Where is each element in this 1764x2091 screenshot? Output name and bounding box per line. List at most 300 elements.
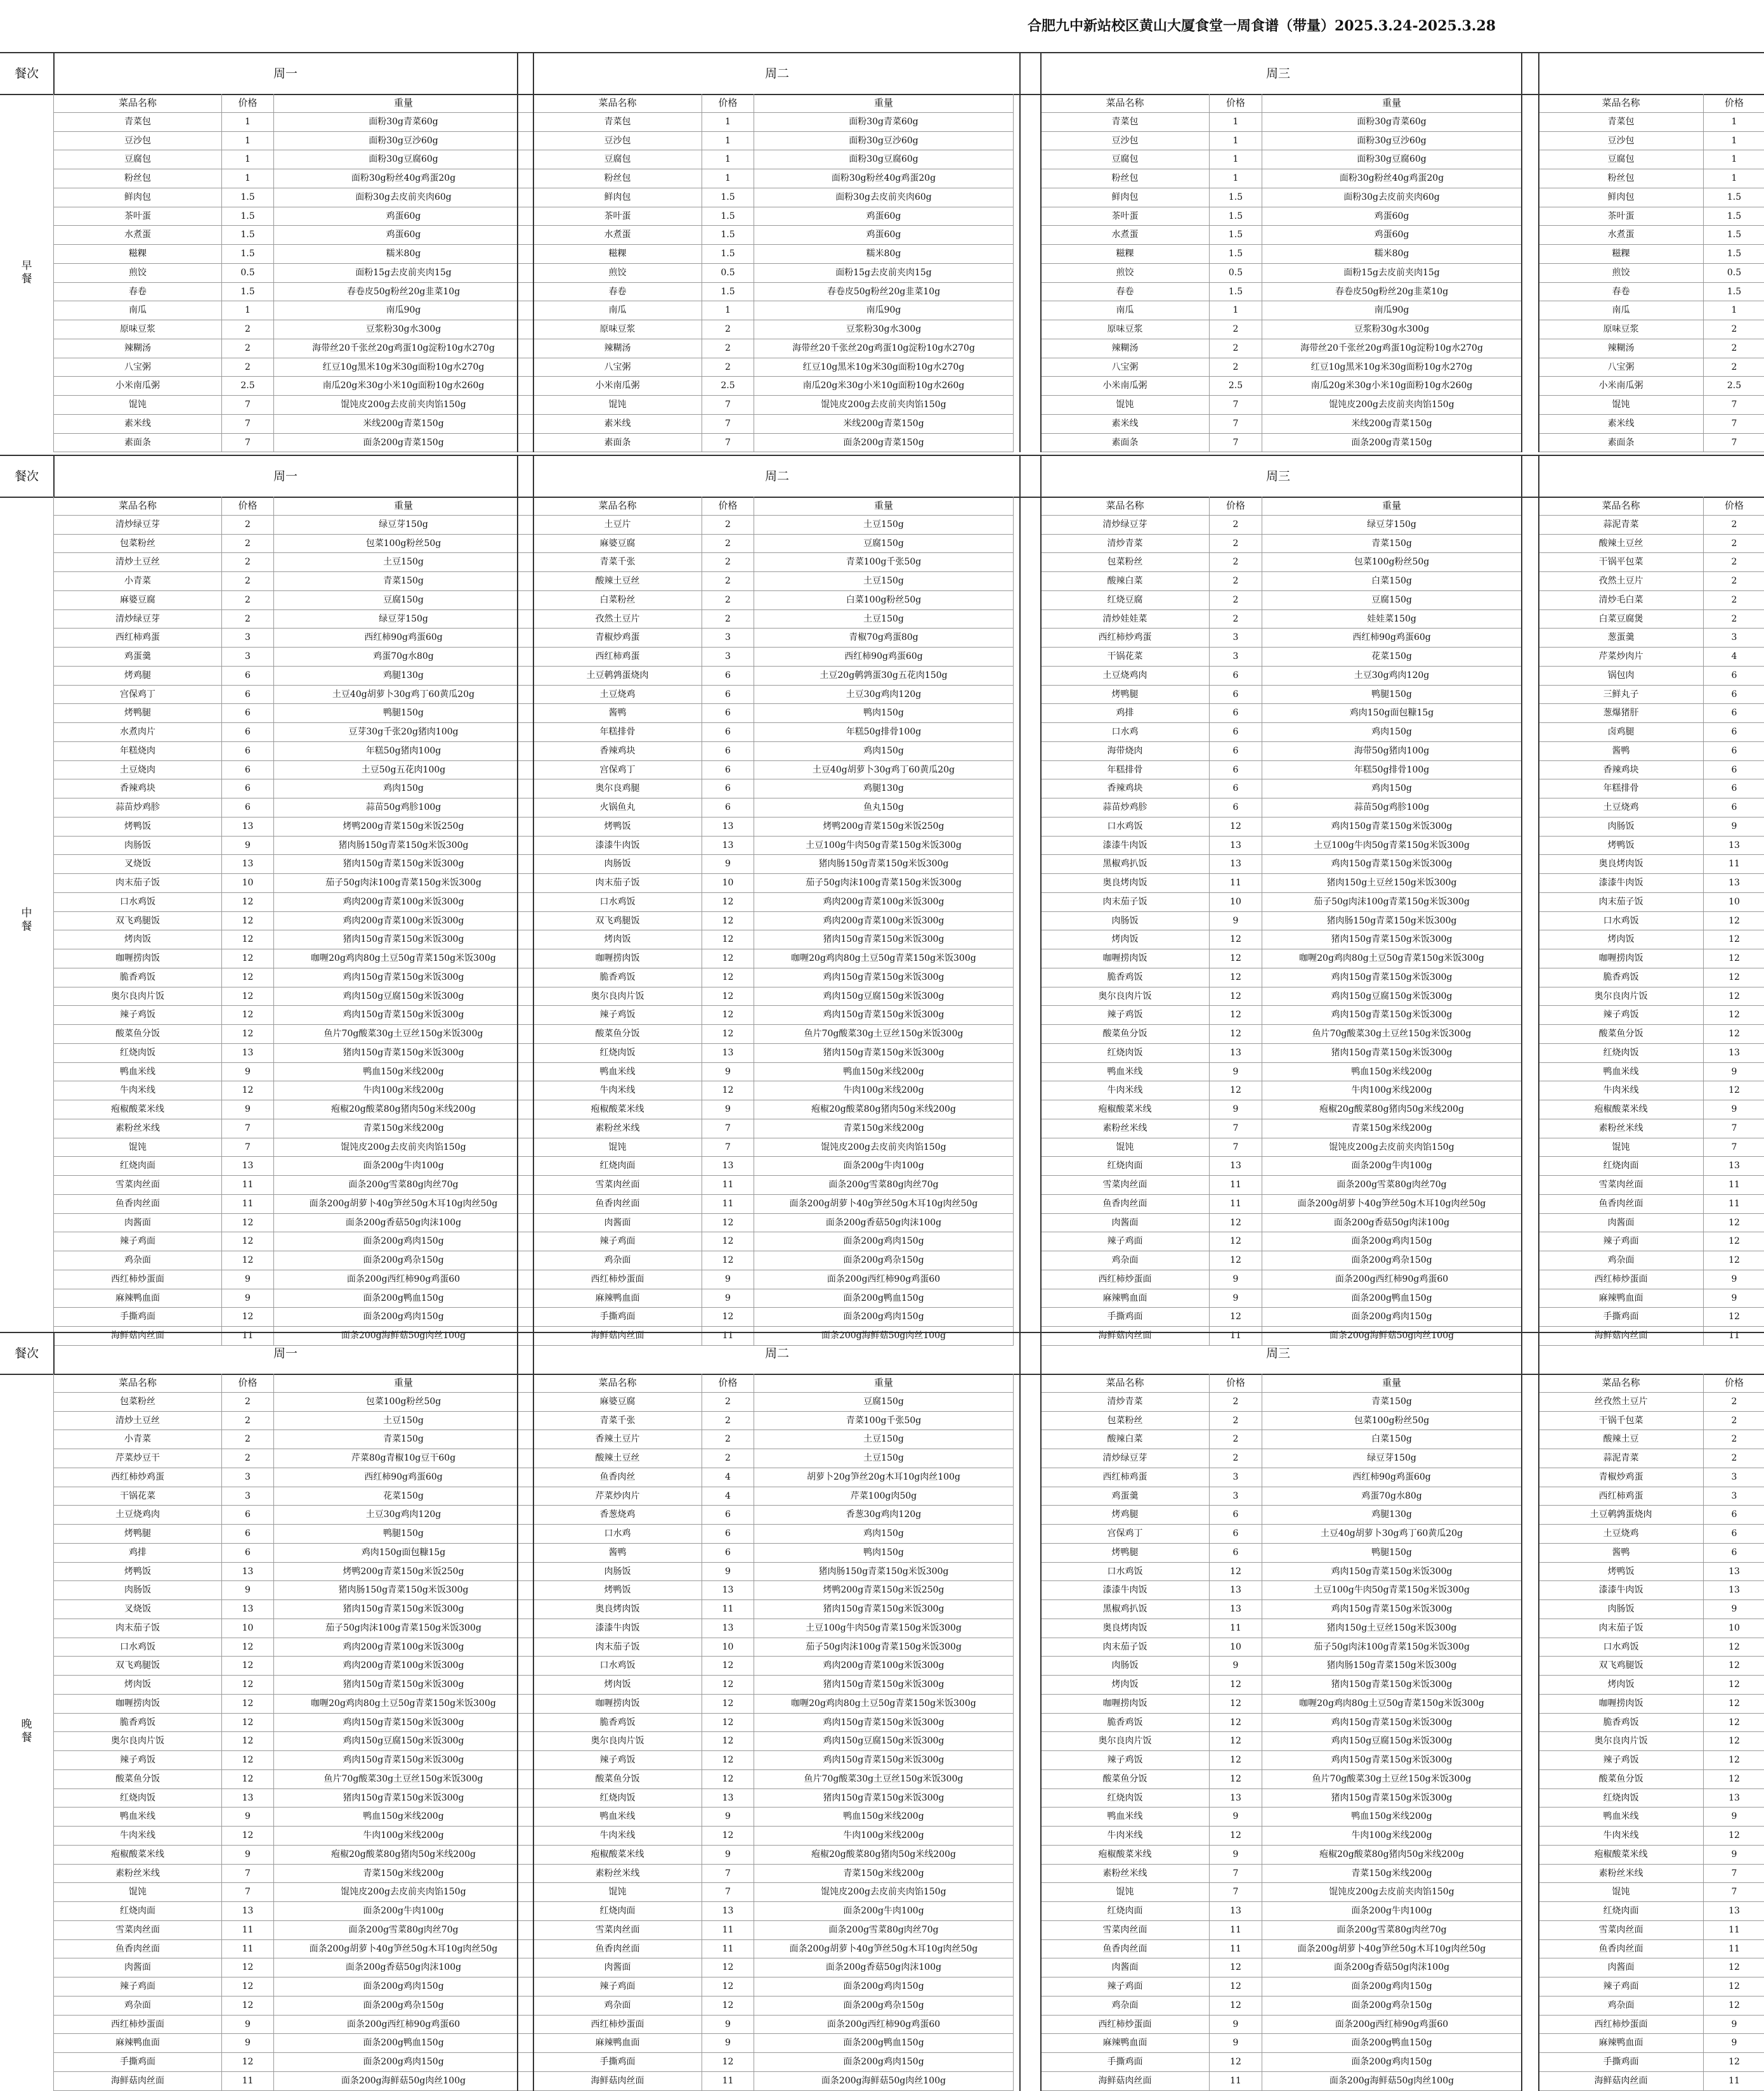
dish-name: 牛肉米线 — [1539, 1827, 1704, 1845]
dish-name: 素粉丝米线 — [1539, 1119, 1704, 1138]
dish-name: 鸭血米线 — [1041, 1808, 1210, 1826]
dish-name: 酸辣白菜 — [1041, 572, 1210, 590]
menu-row — [533, 1846, 1014, 1865]
menu-row — [1539, 1808, 1764, 1827]
day-table-2 — [533, 1374, 1014, 2091]
dish-name: 馄饨 — [54, 396, 222, 414]
menu-row — [1539, 1789, 1764, 1808]
menu-row — [54, 339, 533, 358]
dish-weight: 猪肉肠150g青菜150g米饭300g — [754, 1563, 1014, 1581]
menu-row — [1041, 1506, 1522, 1525]
dish-name: 鸡杂面 — [1041, 1251, 1210, 1270]
menu-row — [1041, 1308, 1522, 1327]
dish-name: 鱼香肉丝面 — [54, 1195, 222, 1213]
menu-row — [54, 1393, 533, 1412]
dish-name: 茶叶蛋 — [1539, 207, 1704, 226]
menu-row — [1539, 1997, 1764, 2016]
dish-price: 2 — [1210, 1412, 1262, 1430]
dish-weight: 牛肉100g米线200g — [754, 1081, 1014, 1100]
dish-price: 12 — [222, 1751, 274, 1769]
dish-price: 12 — [702, 1232, 754, 1251]
dish-weight: 面条200g海鲜菇50g肉丝100g — [754, 1327, 1014, 1345]
dish-price: 12 — [222, 1081, 274, 1100]
dish-name: 口水鸡饭 — [1539, 912, 1704, 930]
dish-weight: 娃娃菜150g — [1262, 610, 1522, 629]
dish-name: 烤鸭腿 — [1041, 686, 1210, 704]
dish-price: 9 — [1210, 2016, 1262, 2034]
menu-row — [533, 1940, 1014, 1959]
dish-name: 馄饨 — [1041, 1883, 1210, 1901]
dish-weight: 面条200g胡萝卜40g笋丝50g木耳10g肉丝50g — [754, 1195, 1014, 1213]
header-divider — [1019, 1333, 1021, 1374]
dish-price: 12 — [222, 1214, 274, 1232]
column-header-row — [54, 1374, 533, 1393]
dish-price: 3 — [1210, 648, 1262, 666]
dish-weight: 面粉30g豆沙60g — [1262, 132, 1522, 150]
dish-weight: 咖喱20g鸡肉80g土豆50g青菜150g米饭300g — [274, 1695, 533, 1713]
dish-price: 12 — [1210, 1251, 1262, 1270]
dish-name: 包菜粉丝 — [1041, 553, 1210, 571]
dish-price: 6 — [702, 704, 754, 722]
dish-price: 1 — [1731, 305, 1737, 316]
dish-name: 手撕鸡面 — [533, 1308, 702, 1326]
dish-weight: 猪肉150g青菜150g米饭300g — [274, 930, 533, 949]
dish-name: 西红柿鸡蛋 — [54, 629, 222, 647]
menu-row — [1539, 1977, 1764, 1997]
dish-name: 手撕鸡面 — [54, 2053, 222, 2071]
dish-weight: 面条200g鸡肉150g — [754, 1977, 1014, 1996]
dish-weight: 面条200g雪菜80g肉丝70g — [274, 1176, 533, 1194]
dish-name: 疱椒酸菜米线 — [1539, 1846, 1704, 1864]
dish-weight: 土豆150g — [274, 1412, 533, 1430]
dish-price: 7 — [1731, 1868, 1737, 1879]
menu-row — [1041, 283, 1522, 302]
menu-row — [533, 1176, 1014, 1195]
dish-price: 12 — [702, 2053, 754, 2071]
menu-row — [533, 377, 1014, 396]
menu-row — [533, 188, 1014, 207]
dish-weight: 面条200g鸡杂150g — [754, 1997, 1014, 2015]
dish-price: 6 — [1210, 779, 1262, 798]
dish-weight: 绿豆芽150g — [1262, 516, 1522, 534]
dish-weight: 面条200g鸭血150g — [274, 1289, 533, 1308]
dish-price: 11 — [1728, 1198, 1740, 1209]
dish-name: 茶叶蛋 — [533, 207, 702, 226]
dish-price: 7 — [222, 396, 274, 414]
dish-name: 豆沙包 — [1041, 132, 1210, 150]
menu-row — [1539, 761, 1764, 780]
dish-name: 水煮蛋 — [1539, 226, 1704, 244]
dish-price: 1 — [222, 150, 274, 169]
day-label-1: 周一 — [273, 469, 297, 483]
dish-price: 9 — [1731, 1811, 1737, 1822]
dish-name: 鲜肉包 — [54, 188, 222, 207]
dish-weight: 豆腐150g — [754, 1393, 1014, 1411]
dish-name: 小米南瓜粥 — [1041, 377, 1210, 395]
dish-weight: 海带丝20千张丝20g鸡蛋10g淀粉10g水270g — [274, 339, 533, 358]
menu-row — [1539, 1751, 1764, 1770]
menu-row — [1041, 1563, 1522, 1582]
dish-weight: 面条200g青菜150g — [754, 434, 1014, 452]
dish-price: 11 — [702, 2072, 754, 2090]
dish-price: 0.5 — [1210, 264, 1262, 282]
dish-price: 3 — [702, 629, 754, 647]
dish-weight: 面条200g雪菜80g肉丝70g — [754, 1921, 1014, 1939]
menu-row — [1539, 264, 1764, 283]
menu-row — [54, 1770, 533, 1789]
dish-name: 鱼香肉丝面 — [1539, 1940, 1704, 1958]
dish-name: 肉肠饭 — [1041, 1657, 1210, 1675]
dish-price: 6 — [1731, 802, 1737, 812]
dish-name: 鸡杂面 — [533, 1251, 702, 1270]
dish-price: 7 — [1210, 434, 1262, 452]
dish-name: 奥尔良肉片饭 — [1041, 1732, 1210, 1750]
menu-row — [533, 1138, 1014, 1157]
dish-name: 馄饨 — [1041, 396, 1210, 414]
menu-row — [1041, 226, 1522, 245]
dish-weight: 青菜150g米线200g — [1262, 1119, 1522, 1138]
dish-price: 2 — [1731, 342, 1737, 353]
menu-row — [1041, 912, 1522, 931]
dish-weight: 茄子50g肉沫100g青菜150g米饭300g — [274, 1619, 533, 1638]
menu-row — [1041, 1544, 1522, 1563]
meal-name: 晚餐 — [21, 1718, 32, 1745]
dish-name: 牛肉米线 — [1041, 1081, 1210, 1100]
dish-name: 红烧肉饭 — [1539, 1044, 1704, 1062]
dish-price: 7 — [702, 396, 754, 414]
dish-price: 9 — [222, 1270, 274, 1289]
dish-price: 2 — [222, 1393, 274, 1411]
dish-weight: 猪肉150g土豆丝150g米饭300g — [1262, 874, 1522, 892]
dish-name: 清炒绿豆芽 — [1041, 1449, 1210, 1468]
dish-weight: 咖喱20g鸡肉80g土豆50g青菜150g米饭300g — [1262, 949, 1522, 968]
dish-price: 13 — [222, 1157, 274, 1175]
meal-name: 早餐 — [21, 259, 32, 285]
dish-price: 12 — [702, 1751, 754, 1769]
dish-weight: 青菜150g — [274, 1430, 533, 1449]
dish-name: 口水鸡饭 — [54, 893, 222, 911]
dish-price: 1 — [1210, 169, 1262, 188]
header-divider — [517, 53, 518, 94]
column-header-row — [533, 94, 1014, 113]
dish-price: 1.5 — [222, 188, 274, 207]
dish-name: 辣子鸡面 — [533, 1232, 702, 1251]
meal-header-row — [0, 1332, 1764, 1375]
dish-name: 香辣土豆片 — [533, 1430, 702, 1449]
dish-name: 粉丝包 — [1041, 169, 1210, 188]
dish-weight: 烤鸭200g青菜150g米饭250g — [274, 1563, 533, 1581]
dish-weight: 豆芽30g千张20g猪肉100g — [274, 723, 533, 741]
col-header-price: 价格 — [702, 1374, 754, 1392]
menu-row — [1539, 798, 1764, 818]
day-separator — [1019, 497, 1042, 1346]
dish-name: 麻辣鸭血面 — [533, 2034, 702, 2052]
dish-weight: 鸡肉150g青菜150g米饭300g — [1262, 818, 1522, 836]
dish-price: 7 — [702, 1883, 754, 1901]
meal-col-label: 餐次 — [14, 67, 39, 81]
dish-price: 13 — [702, 1044, 754, 1062]
menu-row — [54, 667, 533, 686]
dish-price: 9 — [1731, 2019, 1737, 2029]
dish-name: 鸭血米线 — [1041, 1063, 1210, 1081]
dish-name: 脆香鸡饭 — [54, 1714, 222, 1732]
dish-name: 咖喱捞肉饭 — [533, 1695, 702, 1713]
col-header-dish: 菜品名称 — [533, 497, 702, 515]
menu-row — [1539, 169, 1764, 188]
dish-weight: 鸡肉150g青菜150g米饭300g — [274, 968, 533, 987]
menu-row — [1539, 226, 1764, 245]
column-header-row — [533, 497, 1014, 516]
menu-row — [1041, 1270, 1522, 1289]
dish-weight: 面条200g西红柿90g鸡蛋60 — [1262, 2016, 1522, 2034]
dish-name: 素米线 — [1041, 415, 1210, 433]
dish-price: 6 — [1210, 1544, 1262, 1562]
menu-row — [1539, 742, 1764, 761]
dish-weight: 面条200g香菇50g肉沫100g — [754, 1214, 1014, 1232]
dish-name: 水煮蛋 — [1041, 226, 1210, 244]
dish-name: 麻辣鸭血面 — [1539, 2034, 1704, 2052]
dish-price: 11 — [1728, 1331, 1740, 1341]
day-label-2: 周二 — [764, 469, 789, 483]
dish-name: 酸辣土豆丝 — [1539, 535, 1704, 553]
dish-name: 馄饨 — [54, 1138, 222, 1157]
menu-row — [1041, 339, 1522, 358]
dish-price: 12 — [222, 949, 274, 968]
menu-row — [533, 1770, 1014, 1789]
day-table-1 — [53, 497, 533, 1346]
dish-weight: 土豆150g — [274, 553, 533, 571]
menu-row — [1041, 1846, 1522, 1865]
menu-row — [1539, 1119, 1764, 1138]
dish-name: 肉酱面 — [1539, 1958, 1704, 1977]
menu-row — [533, 1100, 1014, 1119]
dish-price: 10 — [702, 1638, 754, 1657]
dish-weight: 茄子50g肉沫100g青菜150g米饭300g — [1262, 1638, 1522, 1657]
menu-row — [1041, 686, 1522, 705]
menu-row — [54, 1044, 533, 1063]
menu-row — [533, 1732, 1014, 1751]
dish-price: 9 — [702, 2016, 754, 2034]
menu-row — [54, 1958, 533, 1977]
dish-weight: 鸡蛋60g — [1262, 226, 1522, 244]
dish-price: 9 — [1731, 1604, 1737, 1614]
dish-price: 2 — [222, 1412, 274, 1430]
col-header-price: 价格 — [222, 497, 274, 515]
dish-price: 3 — [1210, 629, 1262, 647]
dish-weight: 春卷皮50g粉丝20g韭菜10g — [754, 283, 1014, 301]
dish-name: 西红柿鸡蛋 — [1539, 1487, 1704, 1506]
dish-weight: 绿豆芽150g — [274, 516, 533, 534]
dish-weight: 面条200g鸡肉150g — [754, 1308, 1014, 1326]
dish-weight: 南瓜90g — [754, 301, 1014, 320]
dish-name: 蒜苗炒鸡胗 — [1041, 798, 1210, 817]
dish-name: 辣子鸡饭 — [1539, 1751, 1704, 1769]
dish-price: 6 — [222, 1506, 274, 1524]
dish-weight: 鸭腿150g — [1262, 1544, 1522, 1562]
dish-name: 南瓜 — [1539, 301, 1704, 320]
menu-row — [1041, 1195, 1522, 1214]
dish-name: 青菜包 — [54, 113, 222, 131]
dish-price: 11 — [1210, 1176, 1262, 1194]
dish-price: 1 — [1731, 173, 1737, 183]
menu-row — [1041, 1600, 1522, 1619]
dish-price: 13 — [222, 1600, 274, 1619]
menu-row — [1539, 150, 1764, 169]
dish-price: 1 — [222, 169, 274, 188]
dish-price: 2.5 — [1727, 381, 1742, 391]
dish-price: 9 — [222, 1100, 274, 1119]
dish-name: 芹菜炒肉片 — [1539, 648, 1704, 666]
page-title: 合肥九中新站校区黄山大厦食堂一周食谱（带量）2025.3.24-2025.3.28 — [1028, 18, 1496, 34]
menu-row — [533, 779, 1014, 798]
dish-price: 12 — [1728, 1773, 1740, 1784]
menu-row — [533, 245, 1014, 264]
menu-row — [1539, 207, 1764, 226]
menu-row — [1539, 723, 1764, 742]
dish-name: 小青菜 — [54, 1430, 222, 1449]
column-header-row — [533, 1374, 1014, 1393]
menu-row — [1539, 1921, 1764, 1940]
dish-name: 糍粿 — [1041, 245, 1210, 263]
menu-row — [533, 1157, 1014, 1176]
menu-row — [1041, 1232, 1522, 1251]
dish-name: 春卷 — [54, 283, 222, 301]
menu-row — [54, 779, 533, 798]
dish-name: 孜然土豆片 — [533, 610, 702, 629]
meal-header-row — [0, 52, 1764, 95]
dish-weight: 猪肉150g青菜150g米饭300g — [754, 1789, 1014, 1808]
menu-row — [1041, 2016, 1522, 2035]
menu-row — [54, 516, 533, 535]
dish-name: 三鲜丸子 — [1539, 686, 1704, 704]
menu-row — [1041, 1789, 1522, 1808]
dish-weight: 南瓜20g米30g小米10g面粉10g水260g — [754, 377, 1014, 395]
dish-name: 奥尔良肉片饭 — [54, 987, 222, 1006]
dish-price: 3 — [1210, 1487, 1262, 1506]
dish-price: 0.5 — [222, 264, 274, 282]
menu-row — [1539, 1393, 1764, 1412]
dish-price: 12 — [1728, 1085, 1740, 1096]
menu-row — [1539, 1214, 1764, 1233]
dish-price: 13 — [1728, 1047, 1740, 1058]
menu-row — [1041, 949, 1522, 968]
dish-weight: 鸡肉150g — [274, 779, 533, 798]
dish-price: 12 — [1210, 930, 1262, 949]
dish-name: 煎饺 — [1539, 264, 1704, 282]
dish-weight: 鸭腿150g — [274, 1525, 533, 1543]
dish-weight: 土豆40g胡萝卜30g鸡丁60黄瓜20g — [274, 686, 533, 704]
dish-weight: 疱椒20g酸菜80g猪肉50g米线200g — [754, 1846, 1014, 1864]
menu-row — [1041, 648, 1522, 667]
dish-weight: 鸡腿130g — [754, 779, 1014, 798]
dish-weight: 土豆30g鸡肉120g — [754, 686, 1014, 704]
dish-price: 6 — [222, 686, 274, 704]
dish-name: 牛肉米线 — [533, 1827, 702, 1845]
menu-row — [54, 1695, 533, 1714]
menu-row — [54, 572, 533, 591]
dish-name: 麻辣鸭血面 — [1539, 1289, 1704, 1308]
dish-price: 9 — [702, 1100, 754, 1119]
dish-name: 酸菜鱼分饭 — [1539, 1025, 1704, 1043]
dish-weight: 鸡肉150g — [1262, 779, 1522, 798]
dish-weight: 猪肉150g青菜150g米饭300g — [274, 1676, 533, 1694]
dish-name: 辣子鸡面 — [1539, 1977, 1704, 1996]
dish-name: 手撕鸡面 — [54, 1308, 222, 1326]
dish-name: 豆腐包 — [1539, 150, 1704, 169]
dish-price: 12 — [1728, 1255, 1740, 1265]
dish-weight: 鸡肉150g青菜150g米饭300g — [1262, 1714, 1522, 1732]
dish-name: 年糕排骨 — [1539, 779, 1704, 798]
dish-price: 11 — [1728, 859, 1740, 870]
menu-row — [54, 610, 533, 629]
header-divider — [1019, 53, 1021, 94]
dish-name: 脆香鸡饭 — [1539, 968, 1704, 987]
dish-price: 1.5 — [222, 207, 274, 226]
dish-name: 八宝粥 — [1539, 358, 1704, 377]
dish-price: 12 — [1728, 1698, 1740, 1709]
dish-name: 红烧肉饭 — [1041, 1789, 1210, 1808]
dish-name: 香辣鸡块 — [1539, 761, 1704, 779]
dish-price: 3 — [222, 629, 274, 647]
dish-name: 脆香鸡饭 — [1539, 1714, 1704, 1732]
dish-weight: 绿豆芽150g — [274, 610, 533, 629]
day-table-2 — [533, 497, 1014, 1346]
dish-price: 1.5 — [1727, 230, 1742, 240]
dish-name: 粉丝包 — [533, 169, 702, 188]
dish-price: 1.5 — [702, 188, 754, 207]
dish-price: 12 — [1210, 1714, 1262, 1732]
dish-price: 9 — [1210, 1808, 1262, 1826]
dish-name: 漆漆牛肉饭 — [1539, 874, 1704, 892]
menu-row — [1041, 1044, 1522, 1063]
menu-row — [533, 1751, 1014, 1770]
dish-price: 2 — [222, 572, 274, 590]
dish-price: 11 — [222, 1921, 274, 1939]
dish-name: 口水鸡饭 — [1539, 1638, 1704, 1657]
dish-price: 6 — [1731, 727, 1737, 737]
dish-weight: 茄子50g肉沫100g青菜150g米饭300g — [274, 874, 533, 892]
col-header-weight: 重量 — [1262, 1374, 1522, 1392]
menu-row — [54, 1006, 533, 1025]
dish-name: 咖喱捞肉饭 — [54, 949, 222, 968]
menu-row — [54, 2016, 533, 2035]
menu-row — [1041, 188, 1522, 207]
dish-price: 1 — [1731, 154, 1737, 165]
menu-row — [1041, 320, 1522, 339]
menu-row — [54, 320, 533, 339]
dish-name: 糍粿 — [1539, 245, 1704, 263]
dish-name: 奥尔良肉片饭 — [54, 1732, 222, 1750]
menu-row — [533, 2053, 1014, 2072]
dish-weight: 土豆30g鸡肉120g — [1262, 667, 1522, 685]
menu-row — [54, 1883, 533, 1902]
dish-name: 鸡杂面 — [533, 1997, 702, 2015]
menu-row — [1539, 188, 1764, 207]
menu-row — [533, 339, 1014, 358]
menu-row — [533, 610, 1014, 629]
menu-row — [54, 415, 533, 434]
dish-name: 鱼香肉丝 — [533, 1468, 702, 1487]
dish-price: 13 — [1210, 837, 1262, 855]
dish-weight: 鸡肉150g面包糠15g — [1262, 704, 1522, 722]
menu-row — [1041, 704, 1522, 723]
menu-row — [54, 1195, 533, 1214]
dish-weight: 牛肉100g米线200g — [1262, 1827, 1522, 1845]
menu-row — [1041, 1865, 1522, 1884]
menu-row — [1539, 1138, 1764, 1157]
dish-weight: 土豆50g五花肉100g — [274, 761, 533, 779]
menu-row — [54, 150, 533, 169]
